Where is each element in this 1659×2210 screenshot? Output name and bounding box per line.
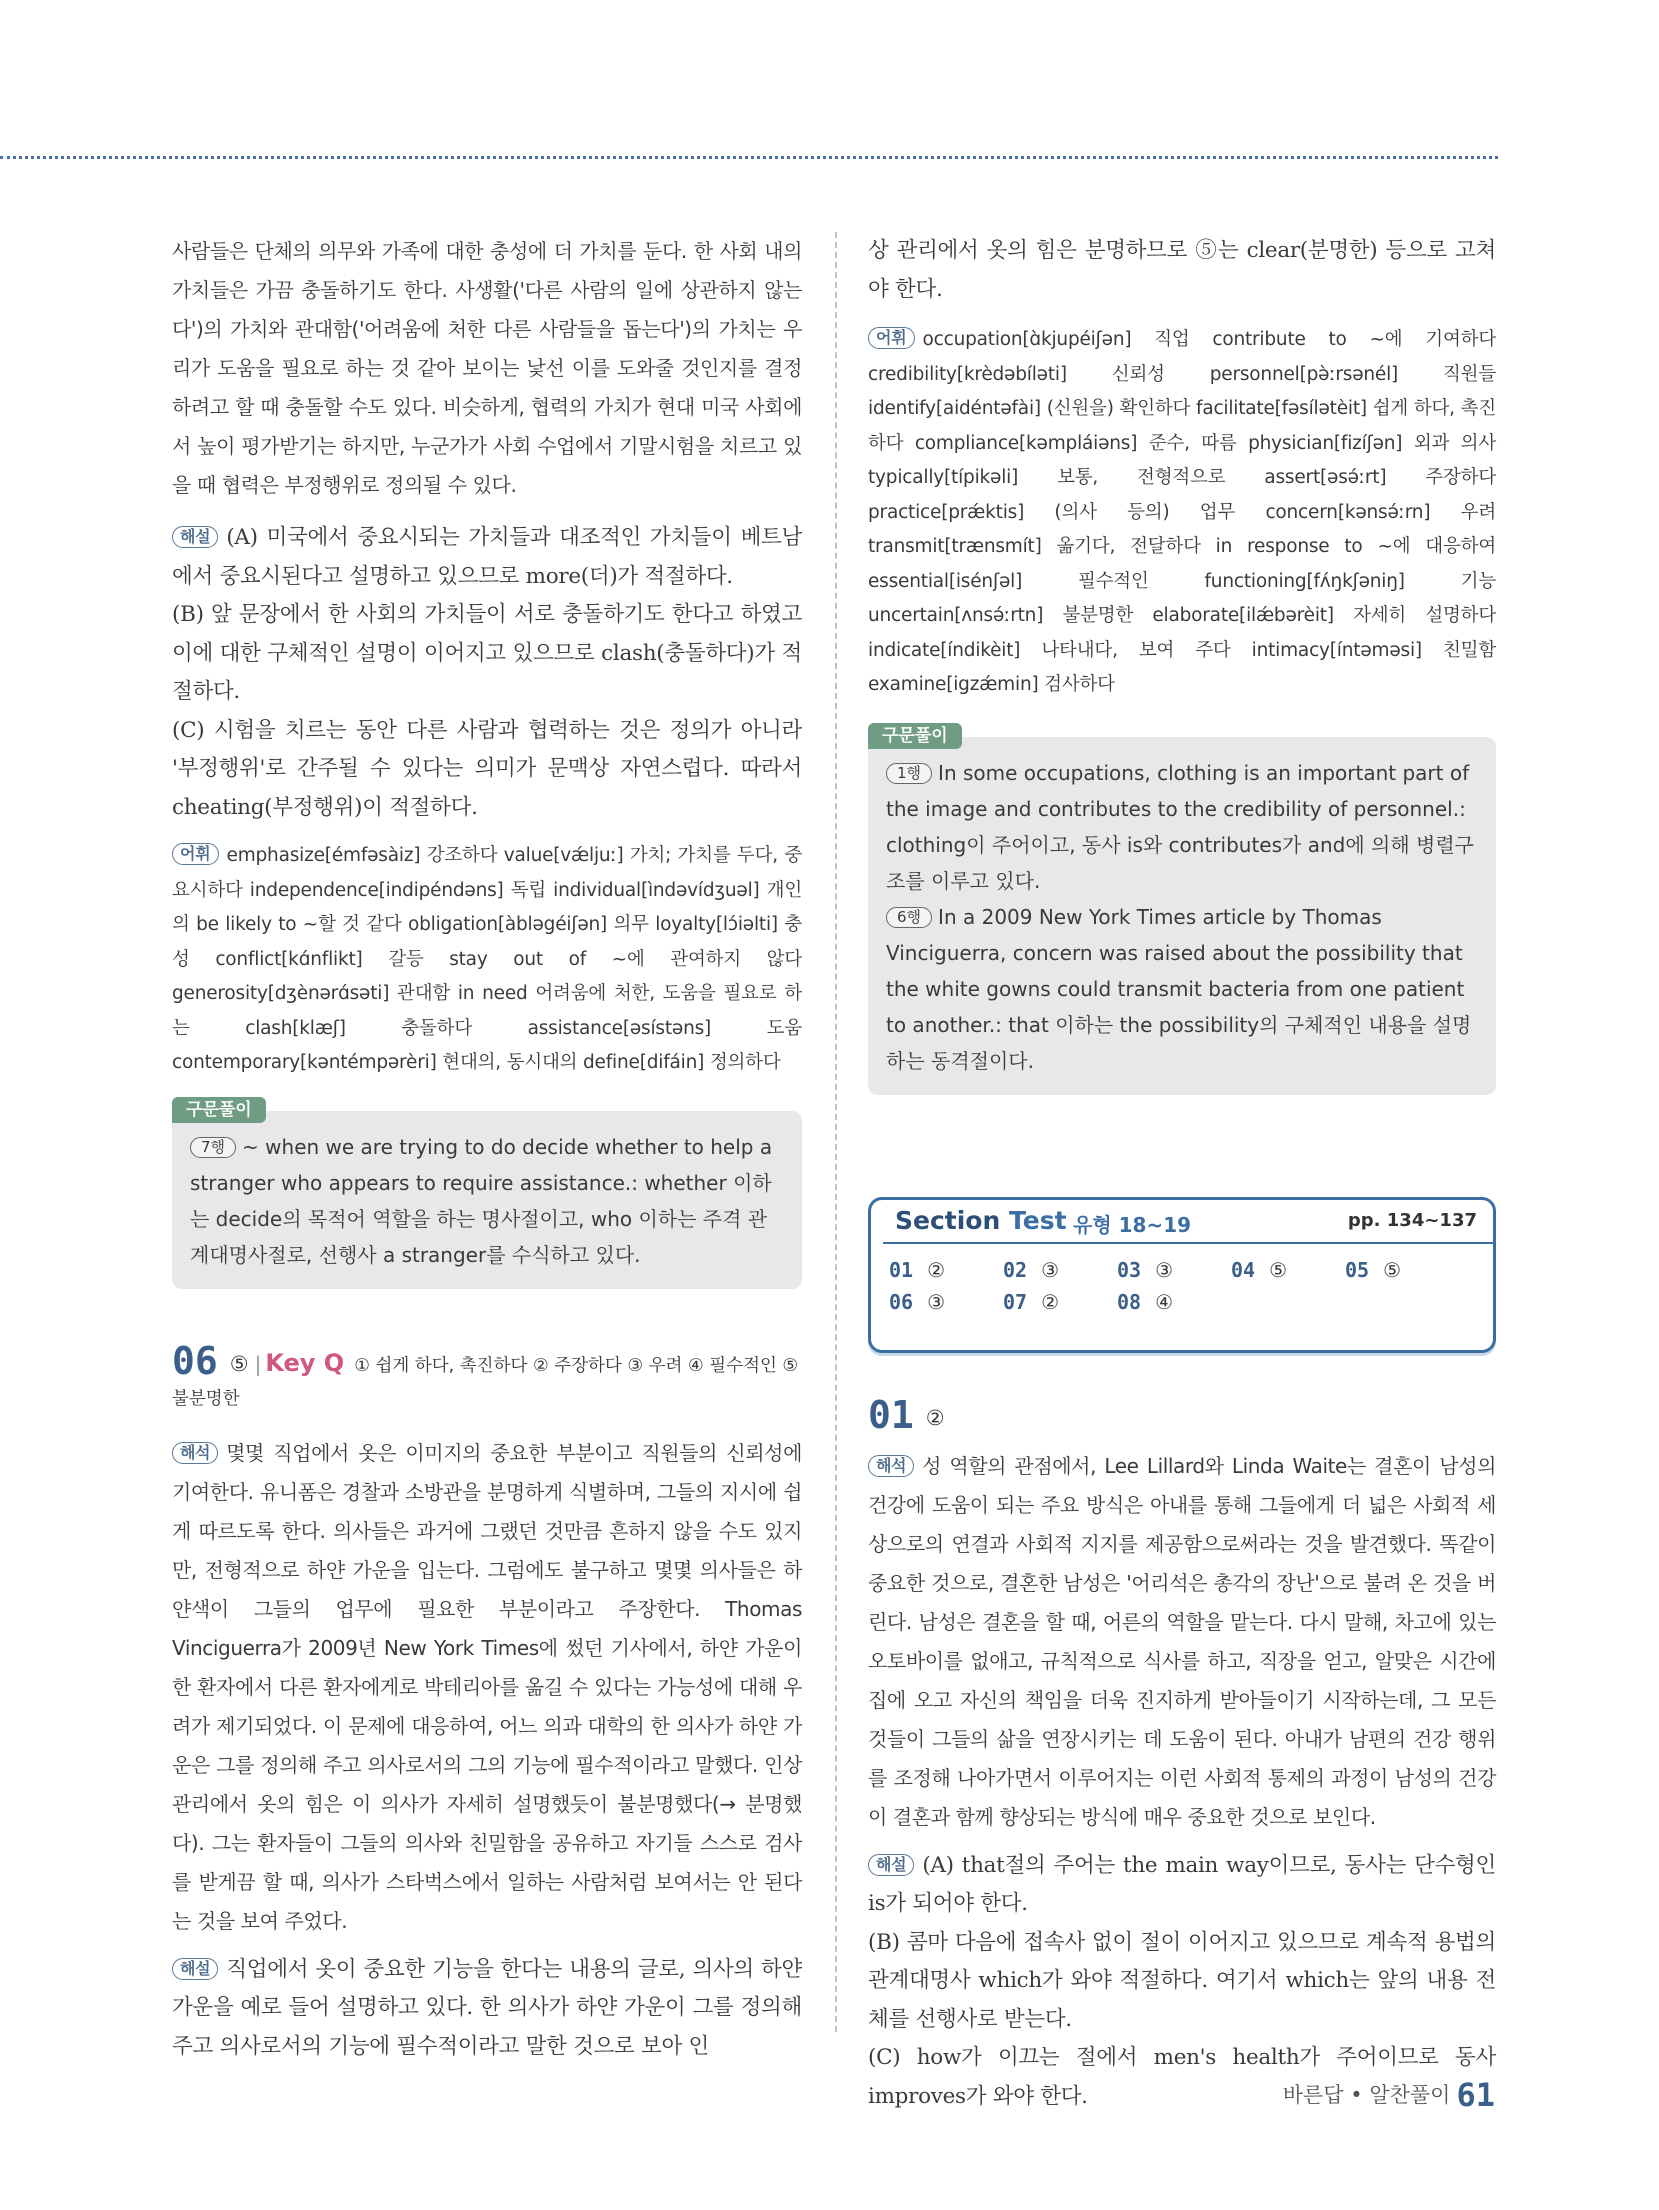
section-test-answers [889, 1258, 1459, 1322]
vocabulary-q06 [868, 323, 1496, 703]
question-answer: ② [925, 1405, 945, 1430]
explain-tag: 해설 [868, 1854, 914, 1876]
vocab-text: emphasize[émfəsàiz] 강조하다 value[vǽljuː] 가치; 가치를 두다, 중요시하다 independence[indipéndəns] 독립 individual[ìndəvídʒuəl] 개인의 be likely to ~할 것 같다 obligation[àbləgéiʃən] 의무 loyalty[lɔ́iəlti] 충성 conflict[kɑ́nflikt] 갈등 stay out of ~에 관여하지 않다 generosity[dʒènərɑ́səti] 관대함 in need 어려움에 처한, 도움을 필요로 하는 clash[klæʃ] 충돌하다 assistance[əsístəns] 도움 contemporary[kəntémpərèri] 현대의, 동시대의 define[difáin] 정의하다 [172, 845, 802, 1073]
section-test-header [883, 1200, 1493, 1244]
translation-q01 [868, 1447, 1496, 1837]
vocab-tag: 어휘 [868, 327, 915, 349]
grammar-label: 구문풀이 [868, 723, 962, 749]
section-test-range: 유형 18~19 [1073, 1212, 1192, 1237]
explain-tag: 해설 [172, 526, 218, 548]
answer-item: 01 ② [889, 1257, 946, 1282]
explain-text: 직업에서 옷이 중요한 기능을 한다는 내용의 글로, 의사의 하얀 가운을 예로 들어 설명하고 있다. 한 의사가 하얀 가운이 그를 정의해 주고 의사로서의 기능에 필수적이라고 말한 것으로 보아 인 [172, 1956, 802, 2059]
column-divider [835, 232, 837, 2032]
line-marker-2: 6행 [886, 907, 932, 928]
translation-tag: 해석 [868, 1455, 914, 1477]
explain-a: (A) 미국에서 중요시되는 가치들과 대조적인 가치들이 베트남에서 중요시된다고 설명하고 있으므로 more(더)가 적절하다. [172, 525, 802, 589]
answer-item: 06 ③ [889, 1289, 946, 1314]
answer-item: 04 ⑤ [1231, 1257, 1288, 1282]
right-column [868, 232, 1496, 2116]
question-01-header [868, 1393, 1496, 1441]
key-q-label: Key Q [265, 1348, 345, 1377]
answer-item: 03 ③ [1117, 1257, 1174, 1282]
key-q-list: ① 쉽게 하다, 촉진하다 ② 주장하다 ③ 우려 ④ 필수적인 ⑤ 불분명한 [172, 1355, 799, 1409]
grammar-text-1: In some occupations, clothing is an important part of the image and contributes to the credibility of personnel.: clothing이 주어이고, 동사 is와 contributes가 and에 의해 병렬구조를 이루고 있다. [886, 760, 1474, 893]
vocab-text: occupation[ɑ̀kjupéiʃən] 직업 contribute to ~에 기여하다 credibility[krèdəbíləti] 신뢰성 personnel[pə̀ːrsənél] 직원들 identify[aidéntəfài] (신원을) 확인하다 facilitate[fəsílətèit] 쉽게 하다, 촉진하다 compliance[kəmpláiəns] 준수, 따름 physician[fizíʃən] 외과 의사 typically[típikəli] 보통, 전형적으로 assert[əsə́ːrt] 주장하다 practice[prǽktis] (의사 등의) 업무 concern[kənsə́ːrn] 우려 transmit[trænsmít] 옮기다, 전달하다 in response to ~에 대응하여 essential[isénʃəl] 필수적인 functioning[fʌ́ŋkʃəniŋ] 기능 uncertain[ʌnsə́ːrtn] 불분명한 elaborate[ilǽbərèit] 자세히 설명하다 indicate[índikèit] 나타내다, 보여 주다 intimacy[íntəməsi] 친밀함 examine[igzǽmin] 검사하다 [868, 329, 1496, 695]
question-number: 06 [172, 1338, 218, 1383]
answer-item: 08 ④ [1117, 1289, 1174, 1314]
translation-q06 [172, 1434, 802, 1941]
footer-text: 바른답 • 알찬풀이 [1282, 2083, 1451, 2107]
explanation-q06-start [172, 1951, 802, 2067]
question-06-header: 06 ⑤ | Key Q ① 쉽게 하다, 촉진하다 ② 주장하다 ③ 우려 ④ 필수적인 ⑤ 불분명한 [172, 1338, 799, 1409]
grammar-box-q06 [868, 725, 1496, 1095]
translation-q05: 사람들은 단체의 의무와 가족에 대한 충성에 더 가치를 둔다. 한 사회 내의 가치들은 가끔 충돌하기도 한다. 사생활('다른 사람의 일에 상관하지 않는 다')의 가치와 관대함('어려움에 처한 다른 사람들을 돕는다')의 가치는 우리가 도움을 필요로 하는 것 같아 보이는 낯선 이를 도와줄 것인지를 결정하려고 할 때 충돌할 수도 있다. 비슷하게, 협력의 가치가 현대 미국 사회에서 높이 평가받기는 하지만, 누군가가 사회 수업에서 기말시험을 치르고 있을 때 협력은 부정행위로 정의될 수 있다. [172, 239, 802, 497]
question-number: 01 [868, 1392, 914, 1437]
top-dotted-rule [0, 156, 1498, 159]
answer-item: 07 ② [1003, 1289, 1060, 1314]
question-answer: ⑤ [229, 1351, 249, 1376]
vocabulary-q05 [172, 839, 802, 1081]
explain-c: (C) how가 이끄는 절에서 men's health가 주어이므로 동사 improves가 와야 한다. [868, 2045, 1496, 2109]
grammar-label: 구문풀이 [172, 1097, 266, 1123]
translation-tag: 해석 [172, 1442, 218, 1464]
vocab-tag: 어휘 [172, 843, 219, 865]
section-test-box [868, 1197, 1496, 1353]
translation-text: 몇몇 직업에서 옷은 이미지의 중요한 부분이고 직원들의 신뢰성에 기여한다. 유니폼은 경찰과 소방관을 분명하게 식별하며, 그들의 지시에 쉽게 따르도록 한다. 의사들은 과거에 그랬던 것만큼 흔하지 않을 수도 있지만, 전형적으로 하얀 가운을 입는다. 그럼에도 불구하고 몇몇 의사들은 하얀색이 그들의 업무에 필요한 부분이라고 주장한다. Thomas Vinciguerra가 2009년 New York Times에 썼던 기사에서, 하얀 가운이 한 환자에서 다른 환자에게로 박테리아를 옮길 수 있다는 가능성에 대해 우려가 제기되었다. 이 문제에 대응하여, 어느 의과 대학의 한 의사가 하얀 가운은 그를 정의해 주고 의사로서의 그의 기능에 필수적이라고 말했다. 인상 관리에서 옷의 힘은 이 의사가 자세히 설명했듯이 불분명했다(→ 분명했다). 그는 환자들이 그들의 의사와 친밀함을 공유하고 자기들 스스로 검사를 받게끔 할 때, 의사가 스타벅스에서 일하는 사람처럼 보여서는 안 된다는 것을 보여 주었다. [172, 1440, 802, 1933]
answer-item: 02 ③ [1003, 1257, 1060, 1282]
page-number: 61 [1456, 2076, 1495, 2114]
grammar-text: ~ when we are trying to do decide whether to help a stranger who appears to require assistance.: whether 이하는 decide의 목적어 역할을 하는 명사절이고, who 이하는 주격 관계대명사절로, 선행사 a stranger를 수식하고 있다. [190, 1134, 773, 1267]
section-test-pages: pp. 134~137 [1347, 1209, 1477, 1231]
explain-b: (B) 앞 문장에서 한 사회의 가치들이 서로 충돌하기도 한다고 하였고 이에 대한 구체적인 설명이 이어지고 있으므로 clash(충돌하다)가 적절하다. [172, 602, 802, 704]
left-column [172, 232, 802, 2066]
explain-tag: 해설 [172, 1958, 218, 1980]
explain-a: (A) that절의 주어는 the main way이므로, 동사는 단수형인 is가 되어야 한다. [868, 1852, 1496, 1916]
line-marker-1: 1행 [886, 763, 932, 784]
page-footer [1283, 2076, 1495, 2114]
grammar-text-2: In a 2009 New York Times article by Thomas Vinciguerra, concern was raised about the possibility that the white gowns could transmit bacteria from one patient to another.: that 이하는 the possibility의 구체적인 내용을 설명하는 동격절이다. [886, 904, 1472, 1073]
line-marker: 7행 [190, 1137, 236, 1158]
grammar-box-q05 [172, 1099, 802, 1289]
explanation-q05 [172, 519, 802, 827]
explain-b: (B) 콤마 다음에 접속사 없이 절이 이어지고 있으므로 계속적 용법의 관계대명사 which가 와야 적절하다. 여기서 which는 앞의 내용 전체를 선행사로 받는다. [868, 1929, 1496, 2032]
translation-text: 성 역할의 관점에서, Lee Lillard와 Linda Waite는 결혼이 남성의 건강에 도움이 되는 주요 방식은 아내를 통해 그들에게 더 넓은 사회적 세상으로의 연결과 사회적 지지를 제공함으로써라는 것을 발견했다. 똑같이 중요한 것으로, 결혼한 남성은 '어리석은 총각의 장난'으로 불려 온 것을 버린다. 남성은 결혼을 할 때, 어른의 역할을 맡는다. 다시 말해, 차고에 있는 오토바이를 없애고, 규칙적으로 식사를 하고, 직장을 얻고, 알맞은 시간에 집에 오고 자신의 책임을 더욱 진지하게 받아들이기 시작하는데, 그 모든 것들이 그들의 삶을 연장시키는 데 도움이 된다. 아내가 남편의 건강 행위를 조정해 나아가면서 이루어지는 이런 사회적 통제의 과정이 남성의 건강이 결혼과 함께 향상되는 방식에 매우 중요한 것으로 보인다. [868, 1453, 1496, 1829]
answer-item: 05 ⑤ [1345, 1257, 1402, 1282]
section-test-title: Section Test [895, 1205, 1067, 1235]
explain-c: (C) 시험을 치르는 동안 다른 사람과 협력하는 것은 정의가 아니라 '부정행위'로 간주될 수 있다는 의미가 문맥상 자연스럽다. 따라서 cheating(부정행위)이 적절하다. [172, 717, 802, 820]
explanation-q06-end: 상 관리에서 옷의 힘은 분명하므로 ⑤는 clear(분명한) 등으로 고쳐야 한다. [868, 238, 1496, 302]
